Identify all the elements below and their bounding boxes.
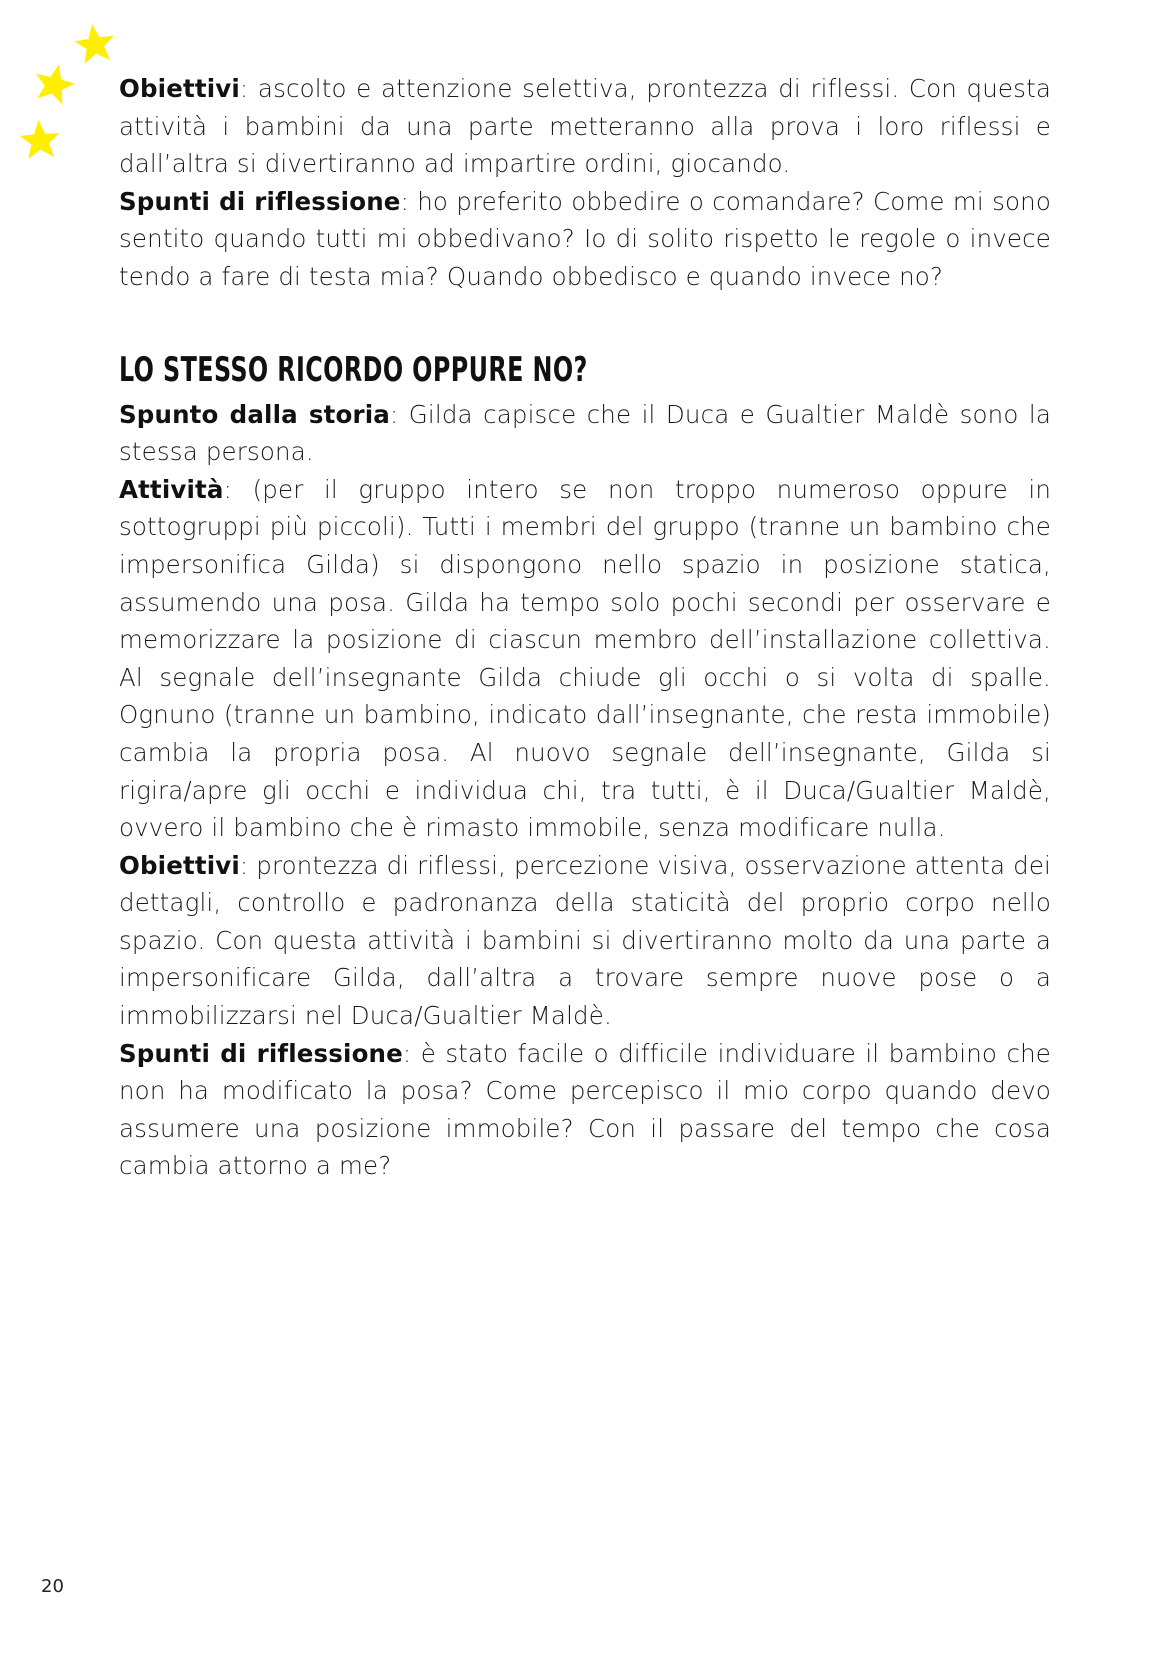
reflection-text: : ho preferito obbedire o comandare? Come mi sono sentito quando tutti mi obbedivano? Io di solito rispetto le regole o invece tendo a fare di testa mia? Quando obbedisco e quando invece no? bbox=[119, 186, 1051, 291]
objectives-text: : prontezza di riflessi, percezione visiva, osservazione attenta dei dettagli, controllo e padronanza della staticità del proprio corpo nello spazio. Con questa attività i bambini si divertiranno molto da una parte a impersonificare Gilda, dall’altra a trovare sempre nuove pose o a immobilizzarsi nel Duca/Gualtier Maldè. bbox=[119, 850, 1052, 1031]
objectives-text: : ascolto e attenzione selettiva, prontezza di riflessi. Con questa attività i bambini da una parte metteranno alla prova i loro riflessi e dall’altra si divertiranno ad impartire ordini, giocando. bbox=[119, 74, 1051, 179]
section-heading: LO STESSO RICORDO OPPURE NO? bbox=[119, 349, 588, 390]
activity-text: : (per il gruppo intero se non troppo numeroso oppure in sottogruppi più piccoli). Tutti i membri del gruppo (tranne un bambino che impersonifica Gilda) si dispongono nello spazio in posizione statica, assumendo una posa. Gilda ha tempo solo pochi secondi per osservare e memorizzare la posizione di ciascun membro dell’installazione collettiva. Al segnale dell’insegnante Gilda chiude gli occhi o si volta di spalle. Ognuno (tranne un bambino, indicato dall’insegnante, che resta immobile) cambia la propria posa. Al nuovo segnale dell’insegnante, Gilda si rigira/apre gli occhi e individua chi, tra tutti, è il Duca/Gualtier Maldè, ovvero il bambino che è rimasto immobile, senza modificare nulla. bbox=[119, 474, 1051, 843]
star-icon bbox=[72, 21, 117, 64]
page-number: 20 bbox=[41, 1576, 64, 1597]
reflection-label: Spunti di riflessione bbox=[119, 186, 401, 216]
section2-reflection bbox=[119, 1035, 1051, 1185]
section2-objectives bbox=[119, 847, 1051, 1035]
reflection-label: Spunti di riflessione bbox=[119, 1038, 403, 1068]
section2-activity bbox=[119, 471, 1051, 847]
stars-decoration bbox=[0, 0, 130, 180]
story-text: : Gilda capisce che il Duca e Gualtier Maldè sono la stessa persona. bbox=[119, 399, 1052, 467]
section1-objectives bbox=[119, 70, 1051, 183]
reflection-text: : è stato facile o difficile individuare il bambino che non ha modificato la posa? Come percepisco il mio corpo quando devo assumere una posizione immobile? Con il passare del tempo che cosa cambia attorno a me? bbox=[119, 1038, 1051, 1181]
section2-story bbox=[119, 396, 1051, 471]
story-label: Spunto dalla storia bbox=[119, 399, 390, 429]
page-content bbox=[119, 70, 1051, 1185]
objectives-label: Obiettivi bbox=[119, 74, 240, 103]
activity-label: Attività bbox=[119, 474, 224, 504]
star-icon bbox=[19, 119, 62, 160]
star-icon bbox=[30, 60, 78, 107]
section1-reflection bbox=[119, 183, 1051, 296]
objectives-label: Obiettivi bbox=[119, 850, 240, 880]
